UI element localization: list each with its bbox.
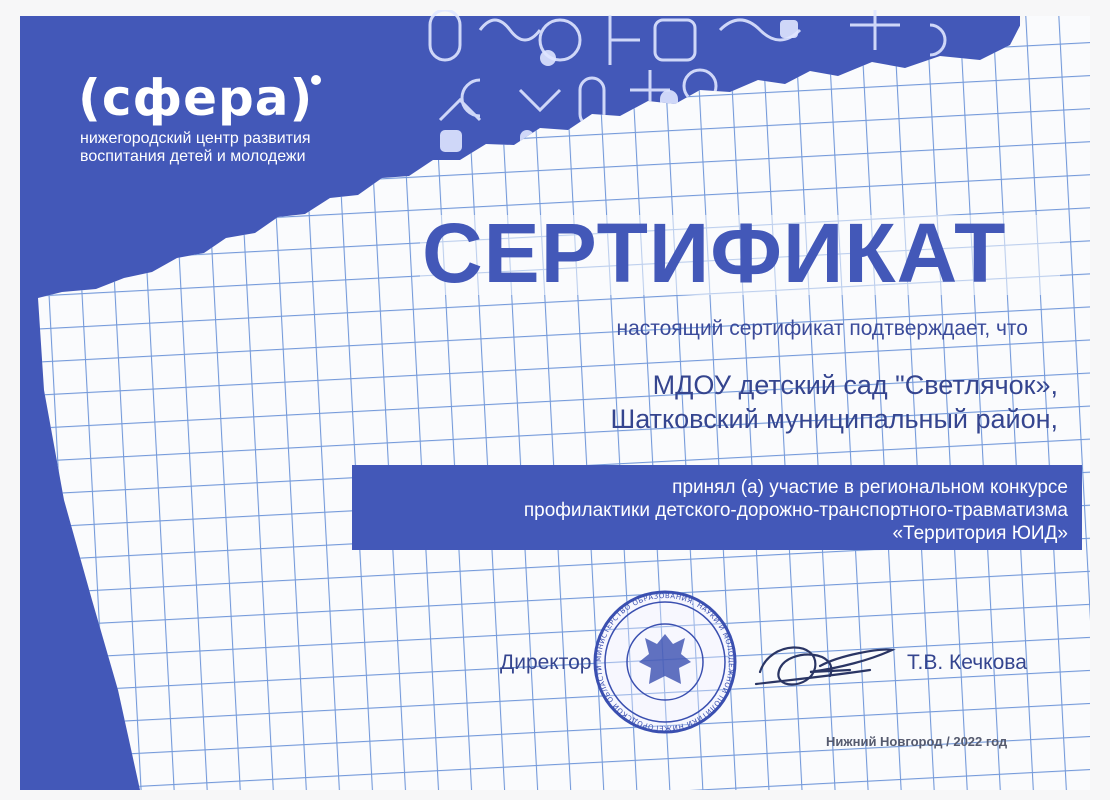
stamp-ring-text: МИНИСТЕРСТВО ОБРАЗОВАНИЯ, НАУКИ И МОЛОДЕЖНОЙ ПОЛИТИКИ НИЖЕГОРОДСКОЙ ОБЛАСТИ bbox=[594, 591, 736, 733]
logo-subtitle-line: нижегородский центр развития bbox=[80, 130, 311, 147]
participation-line: профилактики детского-дорожно-транспортного-травматизма bbox=[523, 500, 1068, 521]
recipient-line: МДОУ детский сад "Светлячок», bbox=[652, 370, 1058, 400]
logo-wordmark: (сфера) bbox=[78, 69, 314, 127]
participation-line: «Территория ЮИД» bbox=[892, 523, 1068, 544]
participation-text bbox=[360, 476, 1068, 545]
official-stamp bbox=[595, 592, 735, 732]
certificate-title: СЕРТИФИКАТ bbox=[422, 206, 1007, 300]
logo-subtitle bbox=[80, 130, 350, 166]
place-year: Нижний Новгород / 2022 год bbox=[826, 734, 1008, 749]
recipient bbox=[611, 368, 1059, 436]
intro-text: настоящий сертификат подтверждает, что bbox=[616, 317, 1028, 340]
logo-subtitle-line: воспитания детей и молодежи bbox=[80, 148, 306, 165]
participation-line: принял (а) участие в региональном конкурсе bbox=[672, 477, 1068, 498]
recipient-line: Шатковский муниципальный район, bbox=[610, 404, 1058, 434]
director-name: Т.В. Кечкова bbox=[907, 651, 1027, 674]
director-role: Директор bbox=[500, 651, 592, 674]
